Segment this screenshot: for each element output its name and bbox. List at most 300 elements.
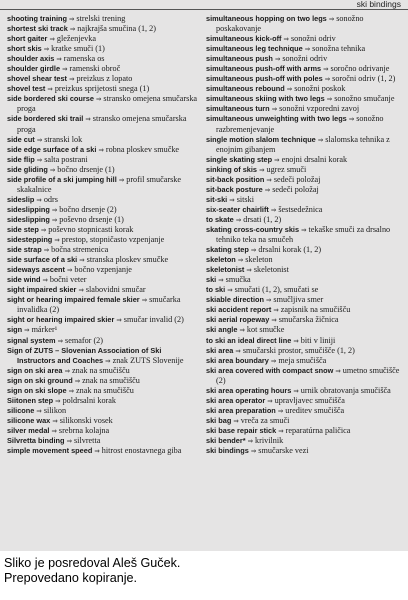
arrow-icon: ⇒ bbox=[95, 95, 102, 104]
arrow-icon: ⇒ bbox=[69, 75, 75, 84]
arrow-icon: ⇒ bbox=[301, 225, 307, 234]
arrow-icon: ⇒ bbox=[293, 336, 299, 345]
dictionary-entry bbox=[7, 215, 199, 225]
arrow-icon: ⇒ bbox=[36, 135, 43, 144]
arrow-icon: ⇒ bbox=[62, 65, 68, 74]
arrow-icon: ⇒ bbox=[49, 165, 56, 174]
dictionary-entry bbox=[206, 356, 402, 366]
entry-term: simultaneous push-off with arms bbox=[206, 64, 322, 74]
entry-translation: silikon bbox=[43, 405, 67, 415]
entry-term: simultaneous kick-off bbox=[206, 34, 282, 44]
entry-term: ski area operator bbox=[206, 395, 266, 405]
arrow-icon: ⇒ bbox=[328, 15, 335, 23]
dictionary-entry bbox=[206, 225, 402, 245]
entry-term: ski base repair stick bbox=[206, 425, 277, 435]
dictionary-entry bbox=[7, 255, 199, 265]
entry-translation: profil smučarske skakalnice bbox=[17, 174, 182, 194]
dictionary-entry bbox=[206, 406, 402, 416]
entry-translation: enojni drsalni korak bbox=[281, 154, 348, 164]
arrow-icon: ⇒ bbox=[274, 155, 280, 164]
entry-translation: poševno drsenje (1) bbox=[59, 214, 124, 224]
dictionary-entry bbox=[7, 295, 199, 315]
entry-term: signal system bbox=[7, 335, 56, 345]
arrow-icon: ⇒ bbox=[54, 236, 60, 245]
entry-term: side cut bbox=[7, 134, 35, 144]
entry-term: sight or hearing impaired skier bbox=[7, 315, 115, 325]
dictionary-entry bbox=[7, 285, 199, 295]
entry-translation: znak na smučišču bbox=[71, 365, 130, 375]
entry-translation: strelski trening bbox=[76, 14, 126, 23]
dictionary-entry bbox=[7, 24, 199, 34]
dictionary-entry bbox=[206, 34, 402, 44]
dictionary-entry bbox=[7, 346, 199, 366]
arrow-icon: ⇒ bbox=[118, 175, 125, 184]
arrow-icon: ⇒ bbox=[286, 85, 293, 94]
entry-term: sign on ski area bbox=[7, 365, 63, 375]
dictionary-entry bbox=[206, 54, 402, 64]
dictionary-entry bbox=[7, 436, 199, 446]
arrow-icon: ⇒ bbox=[271, 105, 278, 114]
arrow-icon: ⇒ bbox=[98, 145, 104, 154]
arrow-icon: ⇒ bbox=[43, 246, 50, 255]
arrow-icon: ⇒ bbox=[49, 35, 55, 44]
entry-term: sit-back posture bbox=[206, 184, 263, 194]
entry-translation: robna ploskev smučke bbox=[105, 144, 180, 154]
dictionary-entry bbox=[206, 104, 402, 114]
arrow-icon: ⇒ bbox=[250, 246, 257, 255]
entry-translation: smučljiva smer bbox=[273, 295, 324, 305]
arrow-icon: ⇒ bbox=[283, 35, 289, 44]
entry-translation: smučar invalid (2) bbox=[123, 315, 184, 325]
arrow-icon: ⇒ bbox=[326, 95, 333, 104]
arrow-icon: ⇒ bbox=[141, 296, 148, 305]
entry-translation: stranski lok bbox=[44, 134, 83, 144]
dictionary-entry bbox=[206, 416, 402, 426]
entry-term: to skate bbox=[206, 214, 234, 224]
entry-translation: vreča za smuči bbox=[240, 415, 290, 425]
entry-translation: smučarska žičnica bbox=[278, 315, 339, 325]
entry-term: side strap bbox=[7, 245, 42, 255]
dictionary-entry bbox=[7, 406, 199, 416]
entry-term: sit-back position bbox=[206, 174, 265, 184]
arrow-icon: ⇒ bbox=[239, 326, 245, 335]
entry-translation: drsalni korak (1, 2) bbox=[258, 245, 322, 255]
dictionary-entry bbox=[7, 366, 199, 376]
arrow-icon: ⇒ bbox=[267, 396, 273, 405]
entry-translation: bočna stremenica bbox=[51, 245, 109, 255]
arrow-icon: ⇒ bbox=[52, 416, 58, 425]
arrow-icon: ⇒ bbox=[233, 416, 239, 425]
dictionary-entry bbox=[206, 446, 402, 456]
arrow-icon: ⇒ bbox=[69, 25, 76, 34]
entry-translation: semafor (2) bbox=[65, 335, 103, 345]
running-header bbox=[0, 0, 408, 9]
dictionary-entry bbox=[7, 165, 199, 175]
entry-term: ski area preparation bbox=[206, 405, 276, 415]
arrow-icon: ⇒ bbox=[278, 426, 284, 435]
entry-translation: ureditev smučišča bbox=[285, 405, 345, 415]
dictionary-entry bbox=[206, 295, 402, 305]
arrow-icon: ⇒ bbox=[67, 266, 73, 275]
entry-translation: preizkus z lopato bbox=[76, 74, 133, 84]
dictionary-entry bbox=[7, 426, 199, 436]
dictionary-entry bbox=[7, 336, 199, 346]
entry-translation: ramenska os bbox=[63, 54, 105, 64]
arrow-icon: ⇒ bbox=[271, 316, 277, 325]
dictionary-entry bbox=[206, 255, 402, 265]
dictionary-entry bbox=[7, 225, 199, 235]
dictionary-entry bbox=[206, 135, 402, 155]
entry-term: Siitonen step bbox=[7, 395, 54, 405]
dictionary-entry bbox=[7, 175, 199, 195]
entry-translation: sonožno poskakovanje bbox=[216, 14, 364, 34]
arrow-icon: ⇒ bbox=[277, 406, 284, 415]
dictionary-entry bbox=[7, 155, 199, 165]
entry-term: skating step bbox=[206, 245, 249, 255]
dictionary-entry bbox=[206, 305, 402, 315]
entry-term: simultaneous push bbox=[206, 54, 273, 64]
arrow-icon: ⇒ bbox=[247, 436, 253, 445]
dictionary-entry bbox=[206, 265, 402, 275]
entry-translation: tekaške smuči za drsalno tehniko teka na smučeh bbox=[216, 224, 391, 245]
entry-term: sign on ski ground bbox=[7, 375, 73, 385]
dictionary-entry bbox=[206, 165, 402, 175]
arrow-icon: ⇒ bbox=[237, 256, 244, 265]
entry-term: six-seater chairlift bbox=[206, 204, 269, 214]
arrow-icon: ⇒ bbox=[64, 366, 70, 375]
dictionary-entry bbox=[7, 396, 199, 406]
entry-translation: meja smučišča bbox=[278, 355, 327, 365]
dictionary-entry bbox=[7, 275, 199, 285]
dictionary-entry bbox=[206, 44, 402, 54]
arrow-icon: ⇒ bbox=[55, 396, 61, 405]
dictionary-entry bbox=[206, 94, 402, 104]
entry-term: simultaneous unweighting with two legs bbox=[206, 114, 347, 124]
entry-translation: umetno smučišče (2) bbox=[216, 365, 400, 385]
entry-translation: ramenski obroč bbox=[69, 64, 121, 74]
entry-term: ski angle bbox=[206, 325, 238, 335]
entry-term: simultaneous hopping on two legs bbox=[206, 14, 327, 23]
arrow-icon: ⇒ bbox=[79, 256, 85, 265]
entry-term: ski aerial ropeway bbox=[206, 315, 270, 325]
entry-translation: soročni odriv (1, 2) bbox=[332, 74, 396, 84]
arrow-icon: ⇒ bbox=[66, 436, 72, 445]
arrow-icon: ⇒ bbox=[94, 447, 100, 456]
entry-term: skeletonist bbox=[206, 265, 245, 275]
arrow-icon: ⇒ bbox=[323, 65, 329, 74]
dictionary-entry bbox=[206, 195, 402, 205]
dictionary-entry bbox=[206, 426, 402, 436]
entry-term: sideways ascent bbox=[7, 265, 65, 275]
entry-term: simultaneous push-off with poles bbox=[206, 74, 323, 84]
dictionary-entry bbox=[206, 74, 402, 84]
arrow-icon: ⇒ bbox=[43, 45, 50, 54]
dictionary-entry bbox=[206, 155, 402, 165]
right-column bbox=[206, 14, 402, 456]
entry-translation: biti v liniji bbox=[300, 335, 336, 345]
arrow-icon: ⇒ bbox=[74, 376, 81, 385]
entry-term: shortest ski track bbox=[7, 24, 68, 34]
entry-term: simultaneous skiing with two legs bbox=[206, 94, 325, 104]
entry-translation: poševno stopnicasti korak bbox=[48, 224, 134, 234]
dictionary-entry bbox=[7, 135, 199, 145]
dictionary-entry bbox=[7, 94, 199, 114]
entry-term: Silvretta binding bbox=[7, 435, 65, 445]
entry-term: ski area bbox=[206, 345, 234, 355]
entry-translation: krivilnik bbox=[255, 435, 284, 445]
entry-term: side bordered ski course bbox=[7, 94, 94, 104]
entry-translation: ugrez smuči bbox=[266, 164, 307, 174]
dictionary-entry bbox=[7, 245, 199, 255]
arrow-icon: ⇒ bbox=[51, 215, 58, 224]
entry-term: side bordered ski trail bbox=[7, 114, 84, 124]
dictionary-entry bbox=[206, 436, 402, 446]
dictionary-entry bbox=[7, 386, 199, 396]
entry-translation: srebrna kolajna bbox=[58, 425, 110, 435]
entry-term: side flip bbox=[7, 154, 35, 164]
arrow-icon: ⇒ bbox=[116, 316, 122, 325]
entry-term: sign bbox=[7, 325, 23, 335]
dictionary-entry bbox=[206, 315, 402, 325]
arrow-icon: ⇒ bbox=[270, 356, 277, 365]
entry-term: side step bbox=[7, 224, 39, 234]
entry-term: side profile of a ski jumping hill bbox=[7, 174, 117, 184]
entry-translation: silvretta bbox=[73, 435, 101, 445]
entry-translation: stransko omejena smučarska proga bbox=[17, 94, 198, 114]
entry-translation: sonožna tehnika bbox=[312, 44, 366, 54]
entry-term: silicone bbox=[7, 405, 35, 415]
dictionary-entry bbox=[206, 396, 402, 406]
dictionary-entry bbox=[7, 145, 199, 155]
entry-translation: šestsedežnica bbox=[278, 204, 323, 214]
arrow-icon: ⇒ bbox=[246, 266, 252, 275]
dictionary-entry bbox=[206, 386, 402, 396]
arrow-icon: ⇒ bbox=[235, 215, 242, 224]
dictionary-entry bbox=[206, 64, 402, 74]
entry-term: single motion slalom technique bbox=[206, 134, 316, 144]
dictionary-entry bbox=[7, 235, 199, 245]
entry-translation: soročno odrivanje bbox=[330, 64, 390, 74]
entry-translation: kot smučke bbox=[246, 325, 285, 335]
entry-translation: sonožno razbremenjevanje bbox=[216, 114, 384, 134]
entry-translation: bočno vzpenjanje bbox=[74, 265, 132, 275]
dictionary-entry bbox=[7, 64, 199, 74]
entry-term: silicone wax bbox=[7, 415, 51, 425]
entry-translation: najkrajša smučina (1, 2) bbox=[77, 24, 156, 34]
dictionary-entry bbox=[7, 265, 199, 275]
entry-term: ski area operating hours bbox=[206, 385, 292, 395]
entry-term: to ski an ideal direct line bbox=[206, 335, 292, 345]
entry-term: single skating step bbox=[206, 154, 273, 164]
entry-translation: sedeči položaj bbox=[273, 174, 321, 184]
entry-translation: sonožni odriv bbox=[282, 54, 328, 64]
arrow-icon: ⇒ bbox=[24, 326, 30, 335]
dictionary-entry bbox=[206, 84, 402, 94]
dictionary-entry bbox=[206, 336, 402, 346]
arrow-icon: ⇒ bbox=[36, 155, 43, 164]
dictionary-entry bbox=[206, 14, 402, 34]
entry-term: simple movement speed bbox=[7, 446, 93, 456]
arrow-icon: ⇒ bbox=[40, 225, 47, 234]
arrow-icon: ⇒ bbox=[85, 115, 91, 124]
caption-line-1: Sliko je posredoval Aleš Guček. bbox=[4, 556, 181, 570]
entry-translation: znak na smučišču bbox=[76, 385, 134, 395]
arrow-icon: ⇒ bbox=[36, 195, 42, 204]
entry-translation: bočni veter bbox=[49, 275, 87, 285]
entry-translation: márker¹ bbox=[31, 325, 58, 335]
entry-term: side edge surface of a ski bbox=[7, 144, 97, 154]
entry-translation: znak ZUTS Slovenije bbox=[112, 355, 184, 365]
dictionary-entry bbox=[7, 114, 199, 134]
entry-translation: sonožni vzporedni zavoj bbox=[279, 104, 360, 114]
arrow-icon: ⇒ bbox=[317, 135, 324, 144]
dictionary-entry bbox=[7, 376, 199, 386]
arrow-icon: ⇒ bbox=[259, 165, 265, 174]
arrow-icon: ⇒ bbox=[227, 286, 233, 295]
caption-line-2: Prepovedano kopiranje. bbox=[4, 571, 138, 585]
entry-translation: slabovidni smučar bbox=[85, 285, 146, 295]
entry-translation: smučarski prostor, smučišče (1, 2) bbox=[242, 345, 355, 355]
arrow-icon: ⇒ bbox=[274, 55, 281, 64]
entry-translation: smučka bbox=[225, 275, 251, 285]
arrow-icon: ⇒ bbox=[266, 175, 272, 184]
dictionary-entry bbox=[206, 346, 402, 356]
arrow-icon: ⇒ bbox=[270, 205, 277, 214]
arrow-icon: ⇒ bbox=[69, 15, 75, 23]
entry-translation: odrs bbox=[43, 194, 58, 204]
dictionary-entry bbox=[7, 74, 199, 84]
dictionary-entry bbox=[206, 245, 402, 255]
entry-translation: prestop, stopničasto vzpenjanje bbox=[61, 235, 165, 245]
dictionary-entry bbox=[7, 34, 199, 44]
entry-term: sinking of skis bbox=[206, 164, 258, 174]
arrow-icon: ⇒ bbox=[250, 447, 257, 456]
entry-translation: stranska ploskev smučke bbox=[86, 255, 169, 265]
entry-translation: sitski bbox=[236, 194, 254, 204]
arrow-icon: ⇒ bbox=[42, 276, 48, 285]
running-header-text: ski bindings bbox=[356, 0, 401, 9]
dictionary-entry bbox=[7, 315, 199, 325]
entry-translation: sonožni odriv bbox=[290, 34, 336, 44]
entry-term: short skis bbox=[7, 44, 42, 54]
entry-term: shoulder axis bbox=[7, 54, 55, 64]
entry-translation: smučati (1, 2), smučati se bbox=[234, 285, 319, 295]
entry-term: ski bag bbox=[206, 415, 232, 425]
entry-term: Sign of ZUTS – Slovenian Association of Ski Instructors and Coaches bbox=[7, 345, 162, 365]
arrow-icon: ⇒ bbox=[56, 55, 62, 64]
entry-translation: silikonski vosek bbox=[59, 415, 113, 425]
dictionary-entry bbox=[7, 195, 199, 205]
entry-translation: salta postrani bbox=[44, 154, 88, 164]
entry-term: ski bbox=[206, 275, 217, 285]
entry-term: to ski bbox=[206, 285, 226, 295]
entry-translation: skeletonist bbox=[253, 265, 289, 275]
entry-term: sit-ski bbox=[206, 194, 228, 204]
entry-term: sideslipping bbox=[7, 204, 50, 214]
entry-translation: urnik obratovanja smučišča bbox=[300, 385, 391, 395]
entry-translation: stransko omejena smučarska proga bbox=[17, 114, 187, 134]
dictionary-entry bbox=[206, 275, 402, 285]
entry-translation: bočno drsenje (2) bbox=[59, 204, 117, 214]
entry-term: sight or hearing impaired female skier bbox=[7, 295, 140, 305]
entry-term: ski area covered with compact snow bbox=[206, 365, 334, 375]
entry-translation: sedeči položaj bbox=[272, 184, 319, 194]
entry-translation: upravljavec smučišča bbox=[274, 395, 345, 405]
dictionary-entry bbox=[206, 366, 402, 386]
entry-term: shoulder girdle bbox=[7, 64, 61, 74]
dictionary-entry bbox=[206, 215, 402, 225]
dictionary-entry bbox=[206, 114, 402, 134]
entry-translation: preizkus sprijetosti snega (1) bbox=[54, 84, 150, 94]
arrow-icon: ⇒ bbox=[266, 296, 272, 305]
arrow-icon: ⇒ bbox=[348, 115, 355, 124]
entry-term: sideslipping bbox=[7, 214, 50, 224]
dictionary-entry bbox=[206, 175, 402, 185]
entry-translation: slalomska tehnika z enojnim gibanjem bbox=[216, 134, 390, 154]
arrow-icon: ⇒ bbox=[51, 426, 57, 435]
arrow-icon: ⇒ bbox=[51, 205, 58, 214]
arrow-icon: ⇒ bbox=[273, 306, 279, 315]
entry-term: shovel test bbox=[7, 84, 46, 94]
left-column bbox=[7, 14, 199, 456]
entry-term: short gaiter bbox=[7, 34, 48, 44]
dictionary-entry bbox=[7, 325, 199, 335]
arrow-icon: ⇒ bbox=[105, 356, 111, 365]
entry-term: side gliding bbox=[7, 164, 48, 174]
dictionary-entry bbox=[206, 325, 402, 335]
entry-term: side surface of a ski bbox=[7, 255, 78, 265]
entry-term: side wind bbox=[7, 275, 41, 285]
arrow-icon: ⇒ bbox=[36, 406, 42, 415]
entry-term: simultaneous turn bbox=[206, 104, 270, 114]
dictionary-entry bbox=[7, 416, 199, 426]
entry-term: shooting training bbox=[7, 14, 67, 23]
arrow-icon: ⇒ bbox=[68, 386, 74, 395]
entry-term: ski bindings bbox=[206, 446, 249, 456]
entry-translation: poldrsalni korak bbox=[62, 395, 116, 405]
dictionary-entry bbox=[206, 185, 402, 195]
arrow-icon: ⇒ bbox=[47, 85, 53, 94]
header-rule bbox=[0, 9, 408, 10]
entry-term: sight impaired skier bbox=[7, 285, 77, 295]
entry-term: shovel shear test bbox=[7, 74, 68, 84]
entry-term: sign on ski slope bbox=[7, 385, 67, 395]
dictionary-entry bbox=[7, 446, 199, 456]
arrow-icon: ⇒ bbox=[324, 75, 331, 84]
arrow-icon: ⇒ bbox=[264, 185, 271, 194]
arrow-icon: ⇒ bbox=[229, 195, 235, 204]
entry-term: sidestepping bbox=[7, 235, 53, 245]
dictionary-entry bbox=[206, 205, 402, 215]
entry-term: skeleton bbox=[206, 255, 236, 265]
entry-translation: bočno drsenje (1) bbox=[57, 164, 115, 174]
entry-term: ski accident report bbox=[206, 305, 272, 315]
dictionary-entry bbox=[7, 44, 199, 54]
dictionary-entry bbox=[7, 84, 199, 94]
dictionary-entry bbox=[7, 205, 199, 215]
entry-translation: zapisnik na smučišču bbox=[280, 305, 351, 315]
entry-translation: skeleton bbox=[245, 255, 273, 265]
entry-term: skating cross-country skis bbox=[206, 224, 300, 234]
entry-term: skiable direction bbox=[206, 295, 264, 305]
entry-translation: znak na smučišču bbox=[82, 375, 140, 385]
entry-term: sideslip bbox=[7, 194, 35, 204]
arrow-icon: ⇒ bbox=[293, 386, 299, 395]
entry-translation: smučarka invalidka (2) bbox=[17, 295, 181, 315]
entry-term: silver medal bbox=[7, 425, 50, 435]
caption bbox=[4, 556, 404, 586]
entry-term: simultaneous rebound bbox=[206, 84, 285, 94]
